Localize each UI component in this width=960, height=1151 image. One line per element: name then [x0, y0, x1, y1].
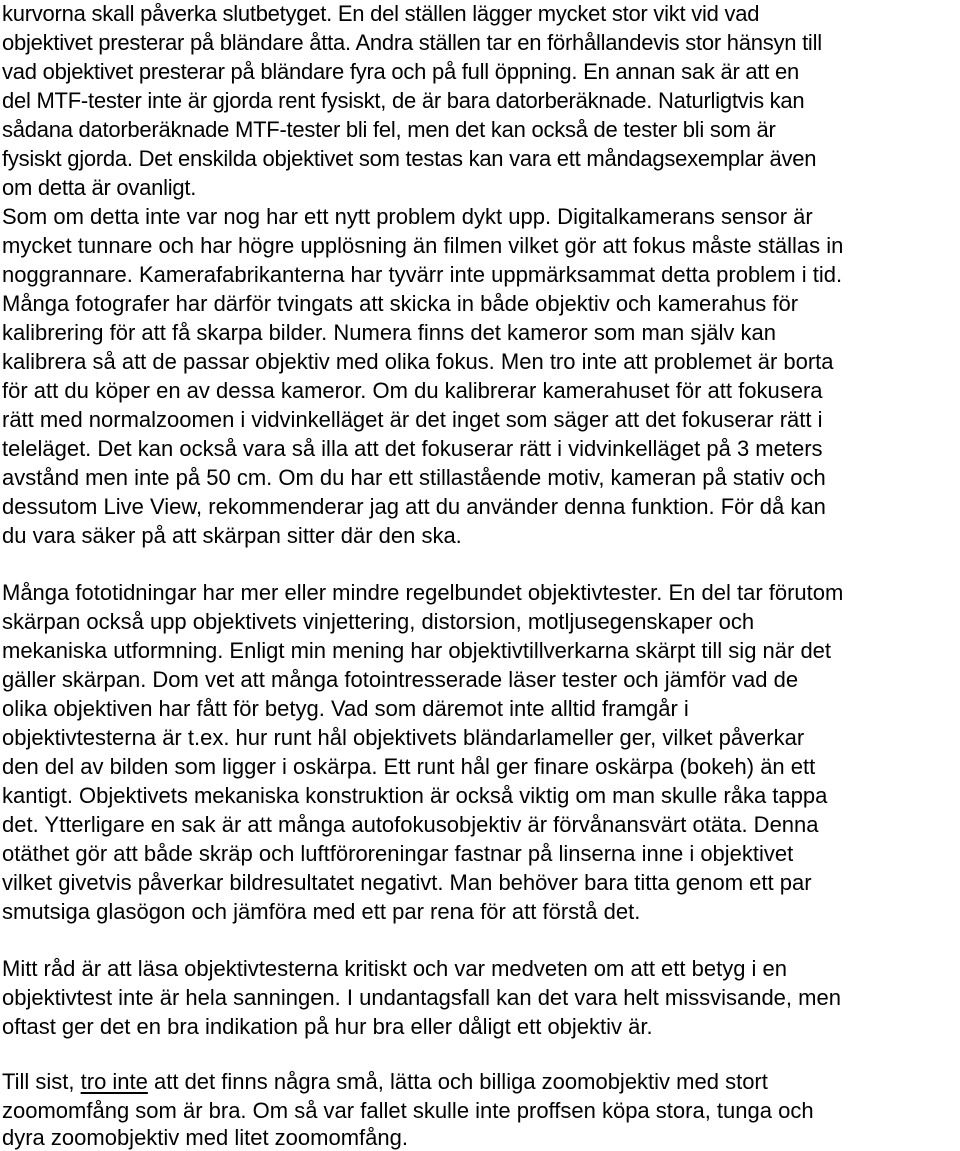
- text-line: den del av bilden som ligger i oskärpa. Ett runt hål ger finare oskärpa (bokeh) än ett: [2, 754, 816, 779]
- text-line: smutsiga glasögon och jämföra med ett par rena för att förstå det.: [2, 899, 641, 924]
- text-line: [2, 1069, 768, 1095]
- text-line: otäthet gör att både skräp och luftföroreningar fastnar på linserna inne i objektivet: [2, 841, 794, 866]
- text-line: sådana datorberäknade MTF-tester bli fel, men det kan också de tester bli som är: [2, 117, 776, 142]
- text-line: Många fototidningar har mer eller mindre regelbundet objektivtester. En del tar förutom: [2, 580, 844, 605]
- text-line: fysiskt gjorda. Det enskilda objektivet som testas kan vara ett måndagsexemplar även: [2, 146, 817, 171]
- text-line: zoomomfång som är bra. Om så var fallet skulle inte proffsen köpa stora, tunga och: [2, 1098, 814, 1123]
- text-line: vilket givetvis påverkar bildresultatet negativt. Man behöver bara titta genom ett par: [2, 870, 812, 895]
- text-line: skärpan också upp objektivets vinjettering, distorsion, motljusegenskaper och: [2, 609, 755, 634]
- text-line: om detta är ovanligt.: [2, 175, 197, 200]
- text-fragment: att det finns några små, lätta och billiga zoomobjektiv med stort: [147, 1069, 768, 1094]
- text-line: mycket tunnare och har högre upplösning än filmen vilket gör att fokus måste ställas in: [2, 233, 844, 258]
- text-line: rätt med normalzoomen i vidvinkelläget är det inget som säger att det fokuserar rätt i: [2, 407, 823, 432]
- text-line: teleläget. Det kan också vara så illa att det fokuserar rätt i vidvinkelläget på 3 meters: [2, 436, 823, 461]
- text-line: mekaniska utformning. Enligt min mening har objektivtillverkarna skärpt till sig när det: [2, 638, 832, 663]
- text-line: objektivtest inte är hela sanningen. I undantagsfall kan det vara helt missvisande, men: [2, 985, 841, 1010]
- text-line: Som om detta inte var nog har ett nytt problem dykt upp. Digitalkamerans sensor är: [2, 204, 813, 229]
- text-line: olika objektiven har fått för betyg. Vad som däremot inte alltid framgår i: [2, 696, 689, 721]
- text-line: del MTF-tester inte är gjorda rent fysiskt, de är bara datorberäknade. Naturligtvis kan: [2, 88, 805, 113]
- text-line: kalibrera så att de passar objektiv med olika fokus. Men tro inte att problemet är borta: [2, 349, 834, 374]
- text-line: vad objektivet presterar på bländare fyra och på full öppning. En annan sak är att en: [2, 59, 799, 84]
- text-line: objektivtesterna är t.ex. hur runt hål objektivets bländarlameller ger, vilket påverkar: [2, 725, 805, 750]
- text-line: kalibrering för att få skarpa bilder. Numera finns det kameror som man själv kan: [2, 320, 776, 345]
- text-line: kantigt. Objektivets mekaniska konstruktion är också viktig om man skulle råka tappa: [2, 783, 828, 808]
- text-line: du vara säker på att skärpan sitter där den ska.: [2, 523, 462, 548]
- text-line: för att du köper en av dessa kameror. Om du kalibrerar kamerahuset för att fokusera: [2, 378, 823, 403]
- text-line: dyra zoomobjektiv med litet zoomomfång.: [2, 1125, 408, 1150]
- text-line: avstånd men inte på 50 cm. Om du har ett stillastående motiv, kameran på stativ och: [2, 465, 826, 490]
- text-fragment: Till sist,: [2, 1069, 81, 1094]
- text-line: objektivet presterar på bländare åtta. Andra ställen tar en förhållandevis stor hänsyn till: [2, 30, 822, 55]
- tro-inte-link[interactable]: tro inte: [80, 1069, 148, 1094]
- text-line: dessutom Live View, rekommenderar jag att du använder denna funktion. För då kan: [2, 494, 826, 519]
- text-line: gäller skärpan. Dom vet att många fotointresserade läser tester och jämför vad de: [2, 667, 799, 692]
- text-line: Många fotografer har därför tvingats att skicka in både objektiv och kamerahus för: [2, 291, 799, 316]
- text-line: det. Ytterligare en sak är att många autofokusobjektiv är förvånansvärt otäta. Denna: [2, 812, 819, 837]
- text-line: oftast ger det en bra indikation på hur bra eller dåligt ett objektiv är.: [2, 1014, 653, 1039]
- text-line: Mitt råd är att läsa objektivtesterna kritiskt och var medveten om att ett betyg i en: [2, 956, 788, 981]
- text-line: kurvorna skall påverka slutbetyget. En del ställen lägger mycket stor vikt vid vad: [2, 1, 760, 26]
- text-line: noggrannare. Kamerafabrikanterna har tyvärr inte uppmärksammat detta problem i tid.: [2, 262, 843, 287]
